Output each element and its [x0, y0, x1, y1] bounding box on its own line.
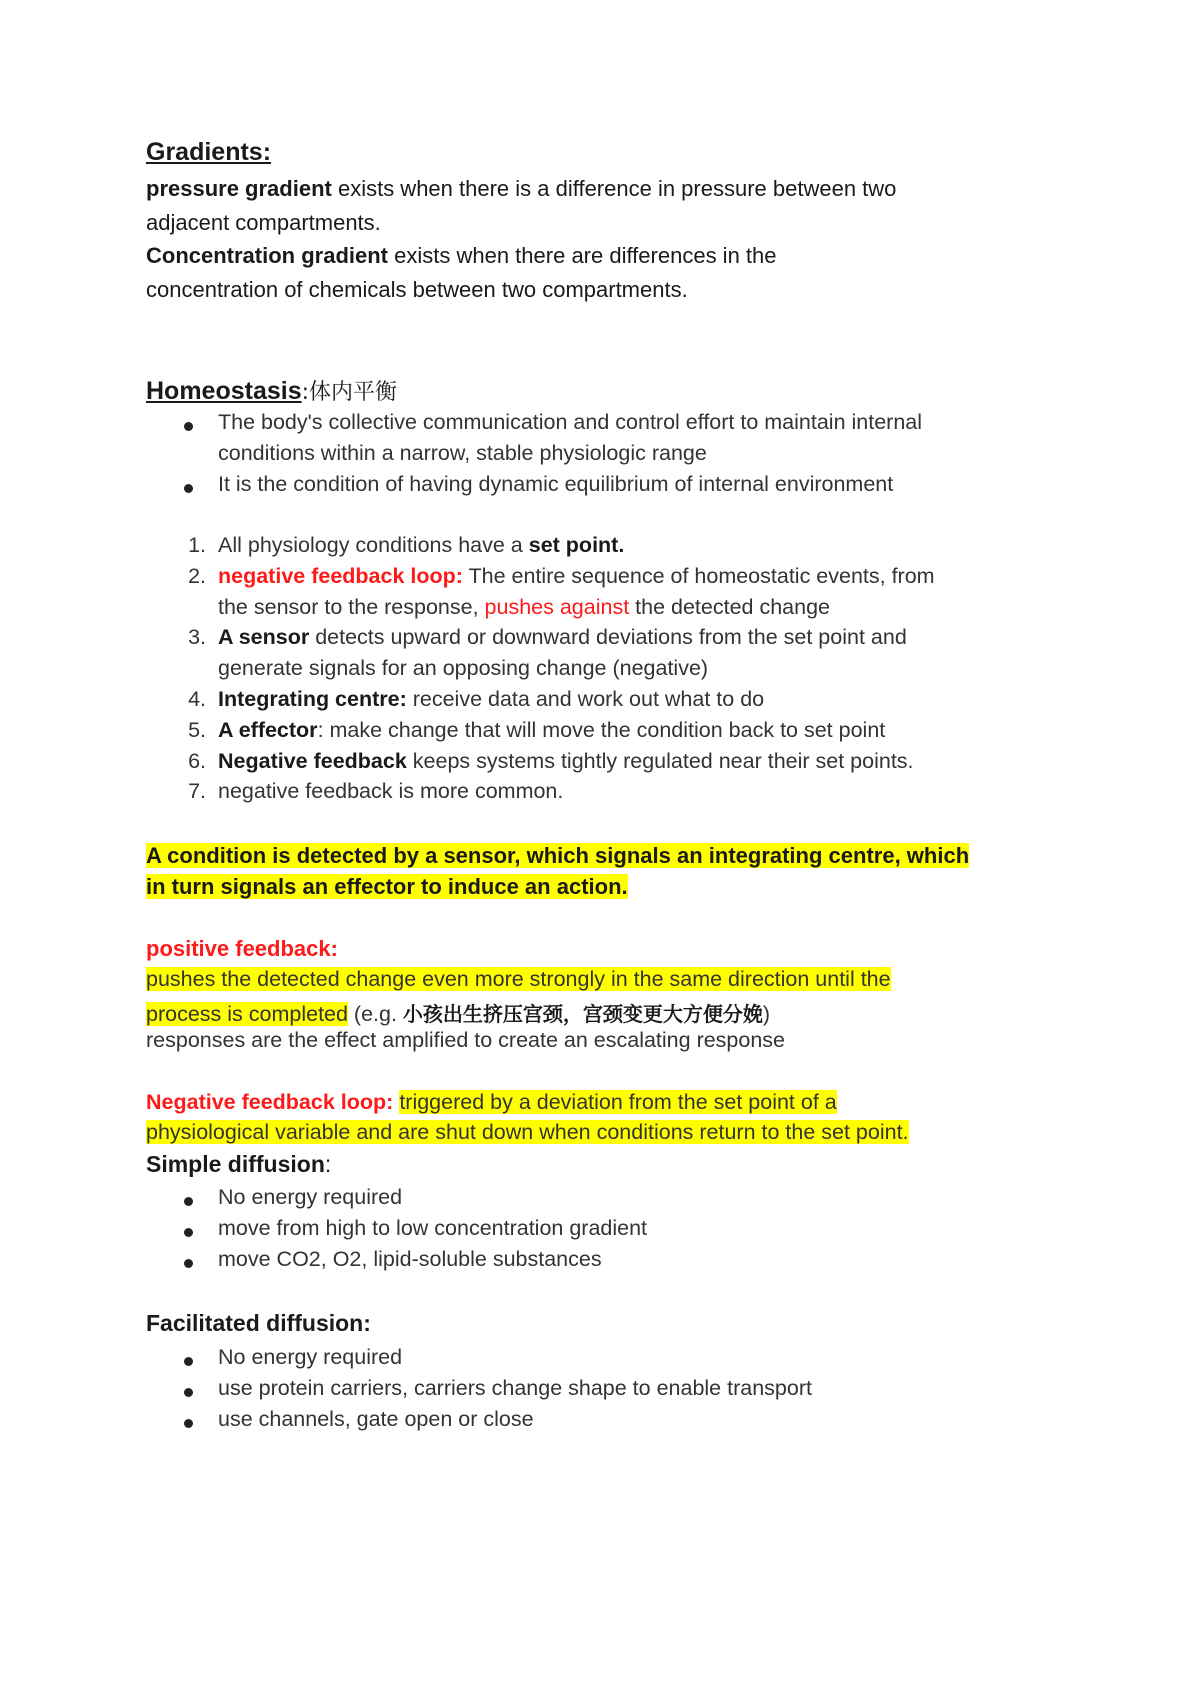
effector-term: A effector: [218, 718, 318, 742]
negative-loop-line-1: [146, 1090, 837, 1115]
list-number: 6.: [188, 749, 206, 773]
item-text: keeps systems tightly regulated near their set points.: [406, 749, 914, 773]
bullet-icon: [184, 1228, 193, 1237]
homeostasis-bullet-2: It is the condition of having dynamic equilibrium of internal environment: [218, 472, 894, 496]
colon: :: [324, 1151, 332, 1177]
list-number: 1.: [188, 533, 206, 557]
bullet-icon: [184, 1259, 193, 1268]
condition-text: A condition is detected by a sensor, which signals an integrating centre, which: [146, 843, 970, 868]
pressure-gradient-text: exists when there is a difference in pressure between two: [331, 176, 897, 201]
pressure-gradient-line-1: [146, 176, 896, 202]
facilitated-diffusion-bullet-1: No energy required: [218, 1345, 403, 1369]
simple-diffusion-bullet-3: move CO2, O2, lipid-soluble substances: [218, 1247, 602, 1271]
list-number: 3.: [188, 625, 206, 649]
list-number: 7.: [188, 779, 206, 803]
simple-diffusion-bullet-2: move from high to low concentration gradient: [218, 1216, 648, 1240]
homeostasis-heading: Homeostasis: [146, 377, 302, 405]
pushes-against-text: pushes against: [484, 595, 630, 619]
numbered-item-2-line-1: [218, 564, 935, 589]
positive-feedback-line-2: [146, 998, 770, 1027]
item-text: The entire sequence of homeostatic events, from: [462, 564, 935, 588]
facilitated-diffusion-heading: Facilitated diffusion:: [146, 1310, 371, 1336]
positive-feedback-line-3: responses are the effect amplified to create an escalating response: [146, 1028, 786, 1052]
item-text: the detected change: [629, 595, 830, 619]
bullet-icon: [184, 422, 193, 431]
simple-diffusion-heading: [146, 1151, 331, 1178]
chinese-example-text: 小孩出生挤压宫颈，宫颈变更大方便分娩: [402, 1002, 763, 1026]
negative-feedback-loop-term: negative feedback loop:: [218, 564, 463, 588]
simple-diffusion-title: Simple diffusion: [146, 1151, 325, 1177]
positive-feedback-heading: positive feedback:: [146, 936, 338, 961]
bullet-icon: [184, 1197, 193, 1206]
numbered-item-6: [218, 749, 914, 774]
numbered-item-5: [218, 718, 885, 743]
concentration-gradient-line-2: concentration of chemicals between two compartments.: [146, 277, 688, 302]
homeostasis-bullet-1-line-2: conditions within a narrow, stable physiologic range: [218, 441, 707, 465]
pressure-gradient-line-2: adjacent compartments.: [146, 210, 381, 235]
highlighted-text: process is completed: [146, 1002, 348, 1026]
sensor-term: A sensor: [218, 625, 310, 649]
numbered-item-3-line-1: [218, 625, 907, 650]
facilitated-diffusion-bullet-3: use channels, gate open or close: [218, 1407, 534, 1431]
item-text: All physiology conditions have a: [218, 533, 529, 557]
bullet-icon: [184, 1419, 193, 1428]
gradients-heading: Gradients:: [146, 138, 272, 166]
highlighted-text: pushes the detected change even more strongly in the same direction until the: [146, 967, 891, 991]
concentration-gradient-line-1: [146, 243, 777, 269]
negative-feedback-loop-label: Negative feedback loop:: [146, 1090, 394, 1114]
bullet-icon: [184, 1388, 193, 1397]
highlighted-text: triggered by a deviation from the set point of a: [399, 1090, 837, 1114]
list-number: 4.: [188, 687, 206, 711]
numbered-item-2-line-2: [218, 595, 830, 620]
homeostasis-heading-suffix: :体内平衡: [301, 380, 398, 405]
bullet-icon: [184, 1357, 193, 1366]
numbered-item-7: negative feedback is more common.: [218, 779, 564, 803]
item-text: the sensor to the response,: [218, 595, 485, 619]
condition-line-1: [146, 843, 969, 869]
integrating-centre-term: Integrating centre:: [218, 687, 407, 711]
positive-feedback-line-1: [146, 967, 891, 992]
item-text: : make change that will move the condition back to set point: [317, 718, 886, 742]
numbered-item-3-line-2: generate signals for an opposing change (negative): [218, 656, 709, 680]
item-text: detects upward or downward deviations from the set point and: [309, 625, 907, 649]
facilitated-diffusion-bullet-2: use protein carriers, carriers change shape to enable transport: [218, 1376, 812, 1400]
concentration-gradient-term: Concentration gradient: [146, 243, 389, 268]
example-open: (e.g.: [347, 1002, 403, 1026]
negative-loop-line-2: [146, 1120, 909, 1145]
set-point-term: set point.: [528, 533, 625, 557]
pressure-gradient-term: pressure gradient: [146, 176, 332, 201]
numbered-item-1: [218, 533, 624, 558]
simple-diffusion-bullet-1: No energy required: [218, 1185, 403, 1209]
condition-line-2: [146, 874, 628, 900]
homeostasis-heading-row: [146, 375, 397, 406]
example-close: ): [762, 1002, 771, 1026]
concentration-gradient-text: exists when there are differences in the: [388, 243, 777, 268]
list-number: 5.: [188, 718, 206, 742]
homeostasis-bullet-1-line-1: The body's collective communication and control effort to maintain internal: [218, 410, 923, 434]
negative-feedback-term: Negative feedback: [218, 749, 407, 773]
bullet-icon: [184, 484, 193, 493]
list-number: 2.: [188, 564, 206, 588]
highlighted-text: physiological variable and are shut down when conditions return to the set point.: [146, 1120, 909, 1144]
item-text: receive data and work out what to do: [406, 687, 765, 711]
numbered-item-4: [218, 687, 764, 712]
condition-text: in turn signals an effector to induce an action.: [146, 874, 628, 899]
